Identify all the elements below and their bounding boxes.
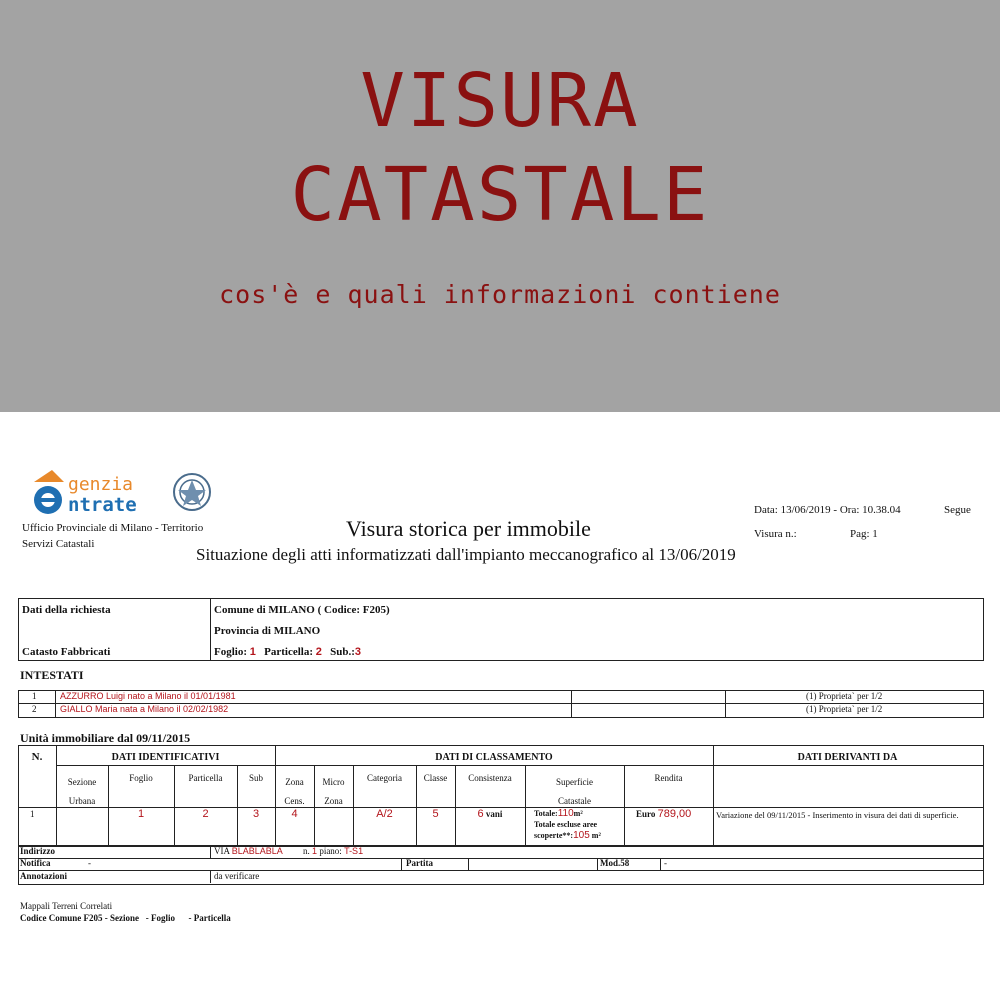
notifica-value: -	[88, 858, 91, 868]
notifica-col-divider	[660, 858, 661, 870]
intestati-heading: INTESTATI	[20, 668, 84, 682]
col-foglio: Foglio	[129, 773, 153, 783]
col-header-derivanti: DATI DERIVANTI DA	[797, 752, 898, 763]
col-sub: Sub	[248, 773, 263, 783]
page-number: Pag: 1	[850, 528, 878, 540]
intestato-number: 2	[32, 704, 37, 714]
unita-heading: Unità immobiliare dal 09/11/2015	[20, 731, 191, 745]
title-banner	[0, 0, 1000, 412]
civico-value: 1	[312, 846, 318, 856]
indirizzo-col-divider	[210, 845, 211, 858]
col-zona-line2: Cens.	[284, 796, 305, 806]
segue-label: Segue	[944, 504, 971, 516]
unita-header-divider	[56, 765, 983, 766]
row-consistenza	[455, 808, 525, 820]
col-header-n: N.	[31, 751, 43, 763]
col-header-identificativi: DATI IDENTIFICATIVI	[111, 752, 220, 763]
superficie-escluse-label2: scoperte**:	[534, 831, 574, 840]
intestato-diritto: (1) Proprieta` per 1/2	[806, 704, 883, 714]
intestato-diritto: (1) Proprieta` per 1/2	[806, 691, 883, 701]
intestati-row	[18, 704, 982, 717]
col-superficie-line1: Superficie	[556, 777, 593, 787]
notifica-col-divider	[468, 858, 469, 870]
mod58-value: -	[664, 858, 667, 868]
mod58-label: Mod.58	[600, 858, 630, 868]
notifica-col-divider	[597, 858, 598, 870]
visura-document	[0, 412, 1000, 1000]
col-micro-line2: Zona	[324, 796, 343, 806]
indirizzo-row-divider	[18, 858, 983, 859]
row-rendita	[636, 808, 691, 820]
col-header-classamento: DATI DI CLASSAMENTO	[435, 752, 553, 763]
col-particella: Particella	[188, 773, 223, 783]
civico-label: n.	[303, 846, 310, 856]
row-foglio: 1	[137, 808, 145, 820]
superficie-escluse-label1: Totale escluse aree	[534, 820, 598, 829]
row-derivanti: Variazione del 09/11/2015 - Inserimento in visura dei dati di superficie.	[716, 810, 959, 820]
agenzia-entrate-logo	[24, 468, 214, 518]
indirizzo-table	[18, 845, 984, 885]
catasto-label: Catasto Fabbricati	[22, 646, 111, 658]
notifica-col-divider	[401, 858, 402, 870]
office-line1: Ufficio Provinciale di Milano - Territorio	[22, 522, 204, 534]
col-sezione	[56, 773, 108, 811]
provincia-value: Provincia di MILANO	[214, 625, 321, 637]
indirizzo-line	[214, 846, 363, 856]
indirizzo-via: VIA	[214, 846, 230, 856]
particella-value: 2	[315, 646, 322, 658]
intestato-number: 1	[32, 691, 37, 701]
document-subtitle: Situazione degli atti informatizzati dall'impianto meccanografico al 13/06/2019	[196, 545, 736, 564]
foglio-line	[214, 646, 361, 658]
richiesta-box	[18, 598, 984, 661]
superficie-escluse-value: 105	[573, 830, 590, 841]
piano-value: T-S1	[344, 846, 364, 856]
date-time: Data: 13/06/2019 - Ora: 10.38.04	[754, 504, 901, 516]
row-zona: 4	[291, 808, 298, 820]
row-number: 1	[30, 809, 35, 819]
intestato-name: GIALLO Maria nata a Milano il 02/02/1982	[60, 704, 229, 714]
row-particella: 2	[202, 808, 209, 820]
indirizzo-row-divider	[18, 870, 983, 871]
indirizzo-value: BLABLABLA	[231, 846, 283, 856]
office-line2: Servizi Catastali	[22, 538, 95, 550]
visura-number: Visura n.:	[754, 528, 797, 540]
partita-label: Partita	[406, 858, 433, 868]
particella-label: Particella:	[264, 646, 313, 658]
logo-text-entrate: ntrate	[68, 494, 137, 516]
col-micro	[314, 773, 353, 811]
consistenza-value: 6	[477, 808, 484, 820]
banner-title-line1: VISURA	[360, 58, 640, 144]
indirizzo-label: Indirizzo	[20, 846, 55, 856]
intestati-row	[18, 691, 982, 704]
mappali-line1: Mappali Terreni Correlati	[20, 901, 113, 911]
banner-title-line2: CATASTALE	[290, 152, 710, 238]
col-zona	[275, 773, 314, 811]
col-classe: Classe	[423, 773, 448, 783]
col-rendita: Rendita	[654, 773, 683, 783]
indirizzo-col-divider	[210, 870, 211, 883]
document-title: Visura storica per immobile	[346, 516, 591, 541]
annotazioni-value: da verificare	[214, 871, 260, 881]
superficie-escluse-unit: m²	[591, 831, 601, 840]
row-categoria: A/2	[376, 808, 393, 820]
piano-label: piano:	[319, 846, 342, 856]
foglio-value: 1	[249, 646, 256, 658]
superficie-totale-label: Totale:	[534, 809, 558, 818]
sub-value: 3	[354, 646, 362, 658]
comune-value: Comune di MILANO ( Codice: F205)	[214, 604, 390, 616]
superficie-unit: m²	[573, 809, 583, 818]
col-micro-line1: Micro	[322, 777, 345, 787]
col-categoria: Categoria	[367, 773, 402, 783]
richiesta-label: Dati della richiesta	[22, 604, 111, 616]
notifica-label: Notifica	[20, 858, 51, 868]
row-superficie	[534, 808, 624, 841]
mappali-line2: Codice Comune F205 - Sezione - Foglio - Particella	[20, 913, 231, 923]
superficie-totale-value: 110	[557, 808, 574, 819]
rendita-label: Euro	[636, 809, 656, 819]
row-sub: 3	[252, 808, 260, 820]
rendita-value: 789,00	[657, 808, 692, 820]
col-superficie-line2: Catastale	[558, 796, 591, 806]
logo-text-agenzia: genzia	[68, 474, 134, 495]
col-sezione-line1: Sezione	[67, 777, 97, 787]
annotazioni-label: Annotazioni	[20, 871, 68, 881]
banner-subtitle: cos'è e quali informazioni contiene	[219, 280, 781, 309]
row-classe: 5	[432, 808, 439, 820]
col-sezione-line2: Urbana	[68, 796, 96, 806]
consistenza-unit: vani	[485, 809, 503, 819]
intestato-name: AZZURRO Luigi nato a Milano il 01/01/1981	[60, 691, 236, 701]
col-superficie	[525, 773, 624, 811]
richiesta-divider	[210, 598, 211, 660]
foglio-label: Foglio:	[214, 646, 247, 658]
col-consistenza: Consistenza	[468, 773, 512, 783]
col-zona-line1: Zona	[285, 777, 304, 787]
sub-label: Sub.:	[330, 646, 355, 658]
